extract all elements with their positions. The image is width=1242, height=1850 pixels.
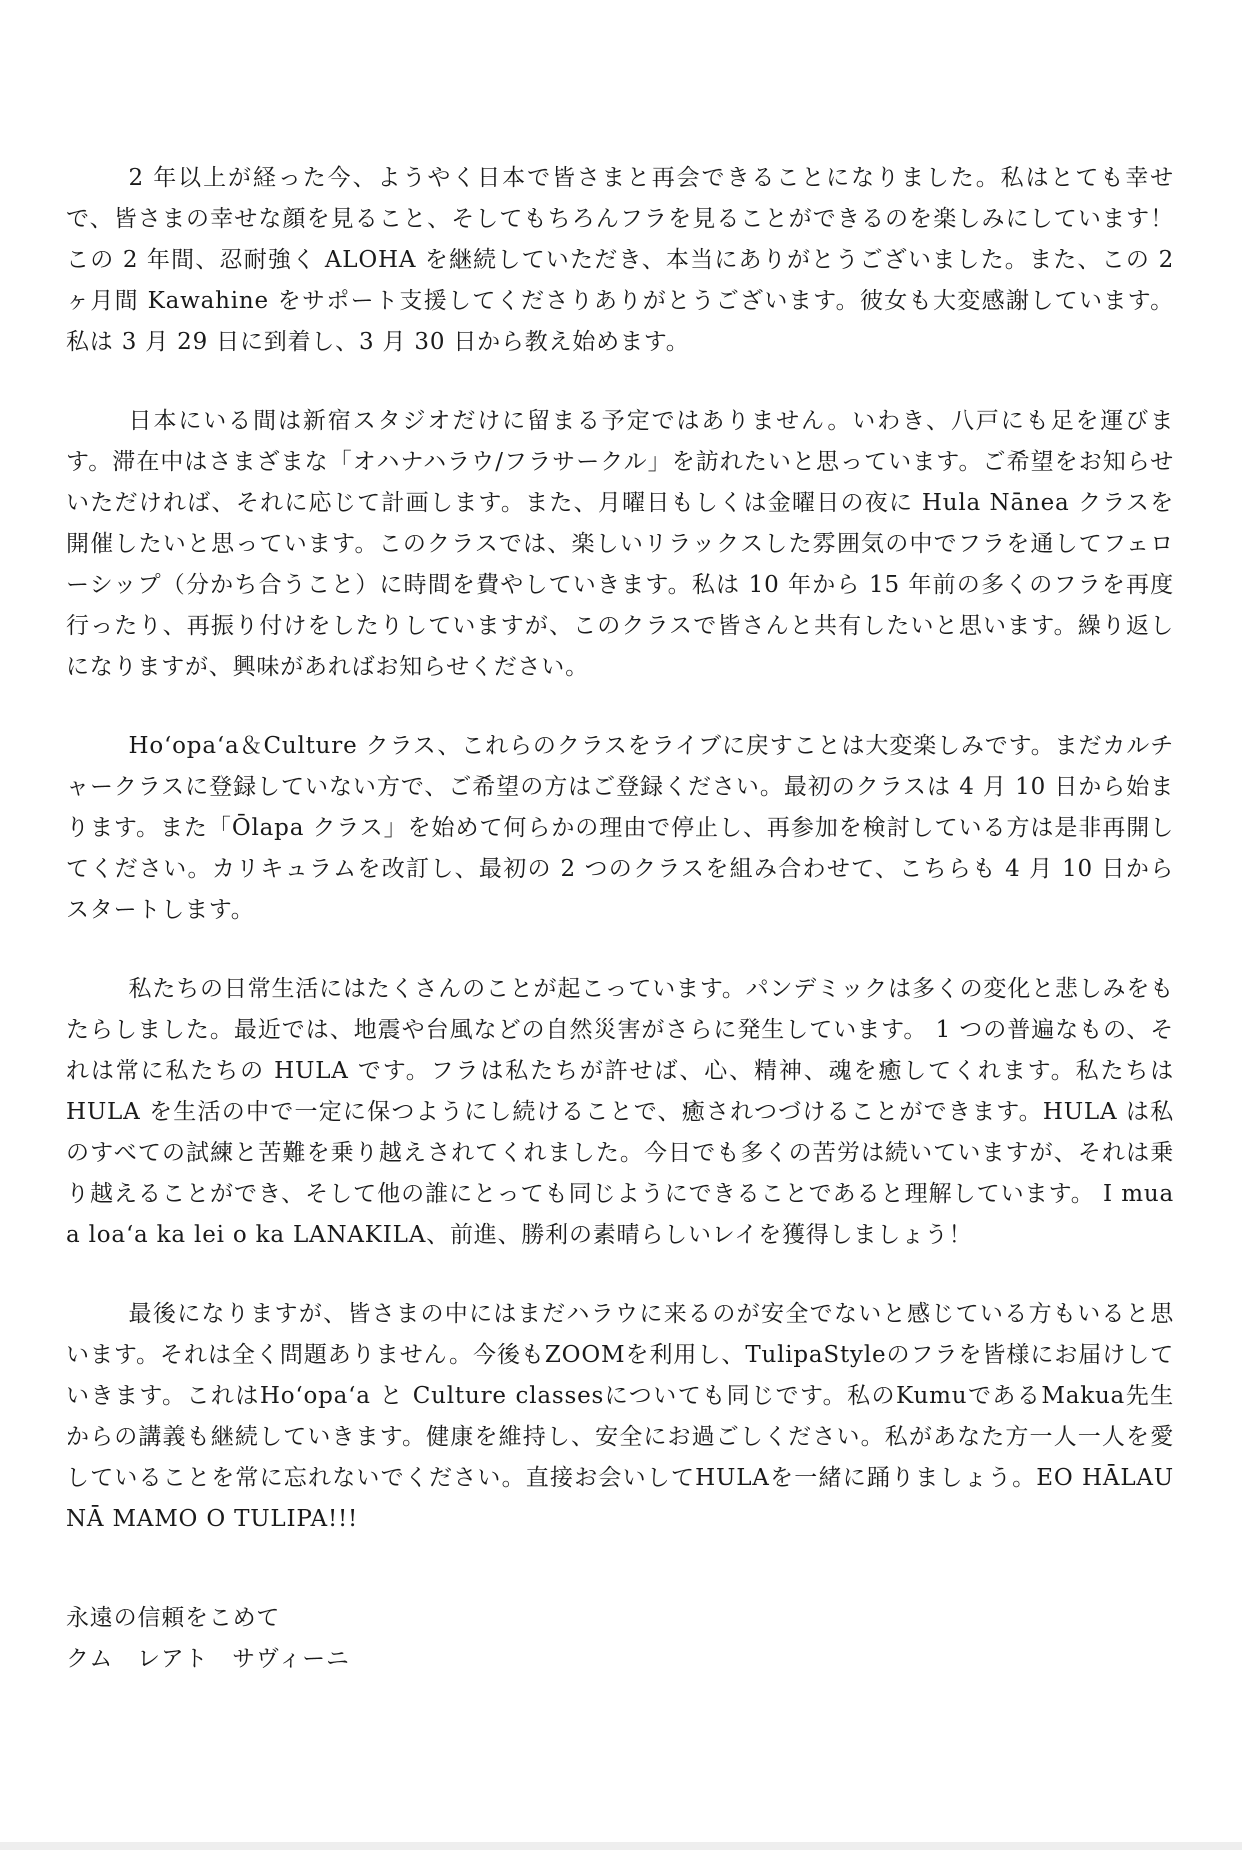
letter-body xyxy=(66,158,1174,1680)
paragraph-travel-plans: 日本にいる間は新宿スタジオだけに留まる予定ではありません。いわき、八戸にも足を運びます。滞在中はさまざまな「オハナハラウ/フラサークル」を訪れたいと思っています。ご希望をお知らせいただければ、それに応じて計画します。また、月曜日もしくは金曜日の夜に Hula Nānea クラスを開催したいと思っています。このクラスでは、楽しいリラックスした雰囲気の中でフラを通してフェローシップ（分かち合うこと）に時間を費やしていきます。私は 10 年から 15 年前の多くのフラを再度行ったり、再振り付けをしたりしていますが、このクラスで皆さんと共有したいと思います。繰り返しになりますが、興味があればお知らせください。 xyxy=(66,408,1174,680)
closing-phrase: 永遠の信頼をこめて xyxy=(66,1605,281,1631)
paragraph-reunion: 2 年以上が経った今、ようやく日本で皆さまと再会できることになりました。私はとても幸せで、皆さまの幸せな顔を見ること、そしてもちろんフラを見ることができるのを楽しみにしています！この 2 年間、忍耐強く ALOHA を継続していただき、本当にありがとうございました。また、この 2 ヶ月間 Kawahine をサポート支援してくださりありがとうございます。彼女も大変感謝しています。私は 3 月 29 日に到着し、3 月 30 日から教え始めます。 xyxy=(66,165,1174,355)
letter-closing xyxy=(66,1598,1174,1680)
paragraph-classes: Hoʻopaʻa＆Culture クラス、これらのクラスをライブに戻すことは大変楽しみです。まだカルチャークラスに登録していない方で、ご希望の方はご登録ください。最初のクラスは 4 月 10 日から始まります。また「Ōlapa クラス」を始めて何らかの理由で停止し、再参加を検討している方は是非再開してください。カリキュラムを改訂し、最初の 2 つのクラスを組み合わせて、こちらも 4 月 10 日からスタートします。 xyxy=(66,733,1174,923)
paragraph-zoom-closing: 最後になりますが、皆さまの中にはまだハラウに来るのが安全でないと感じている方もいると思います。それは全く問題ありません。今後もZOOMを利用し、TulipaStyleのフラを皆様にお届けしていきます。これはHoʻopaʻa と Culture classesについても同じです。私のKumuであるMakua先生からの講義も継続していきます。健康を維持し、安全にお過ごしください。私があなた方一人一人を愛していることを常に忘れないでください。直接お会いしてHULAを一緒に踊りましょう。EO HĀLAU NĀ MAMO O TULIPA!!! xyxy=(66,1301,1174,1532)
paragraph-hula-healing: 私たちの日常生活にはたくさんのことが起こっています。パンデミックは多くの変化と悲しみをもたらしました。最近では、地震や台風などの自然災害がさらに発生しています。 1 つの普遍なもの、それは常に私たちの HULA です。フラは私たちが許せば、心、精神、魂を癒してくれます。私たちは HULA を生活の中で一定に保つようにし続けることで、癒されつづけることができます。HULA は私のすべての試練と苦難を乗り越えされてくれました。今日でも多くの苦労は続いていますが、それは乗り越えることができ、そして他の誰にとっても同じようにできることであると理解しています。 I mua a loaʻa ka lei o ka LANAKILA、前進、勝利の素晴らしいレイを獲得しましょう！ xyxy=(66,976,1174,1248)
page-bottom-edge xyxy=(0,1842,1242,1850)
signature: クム レアト サヴィーニ xyxy=(66,1646,350,1672)
